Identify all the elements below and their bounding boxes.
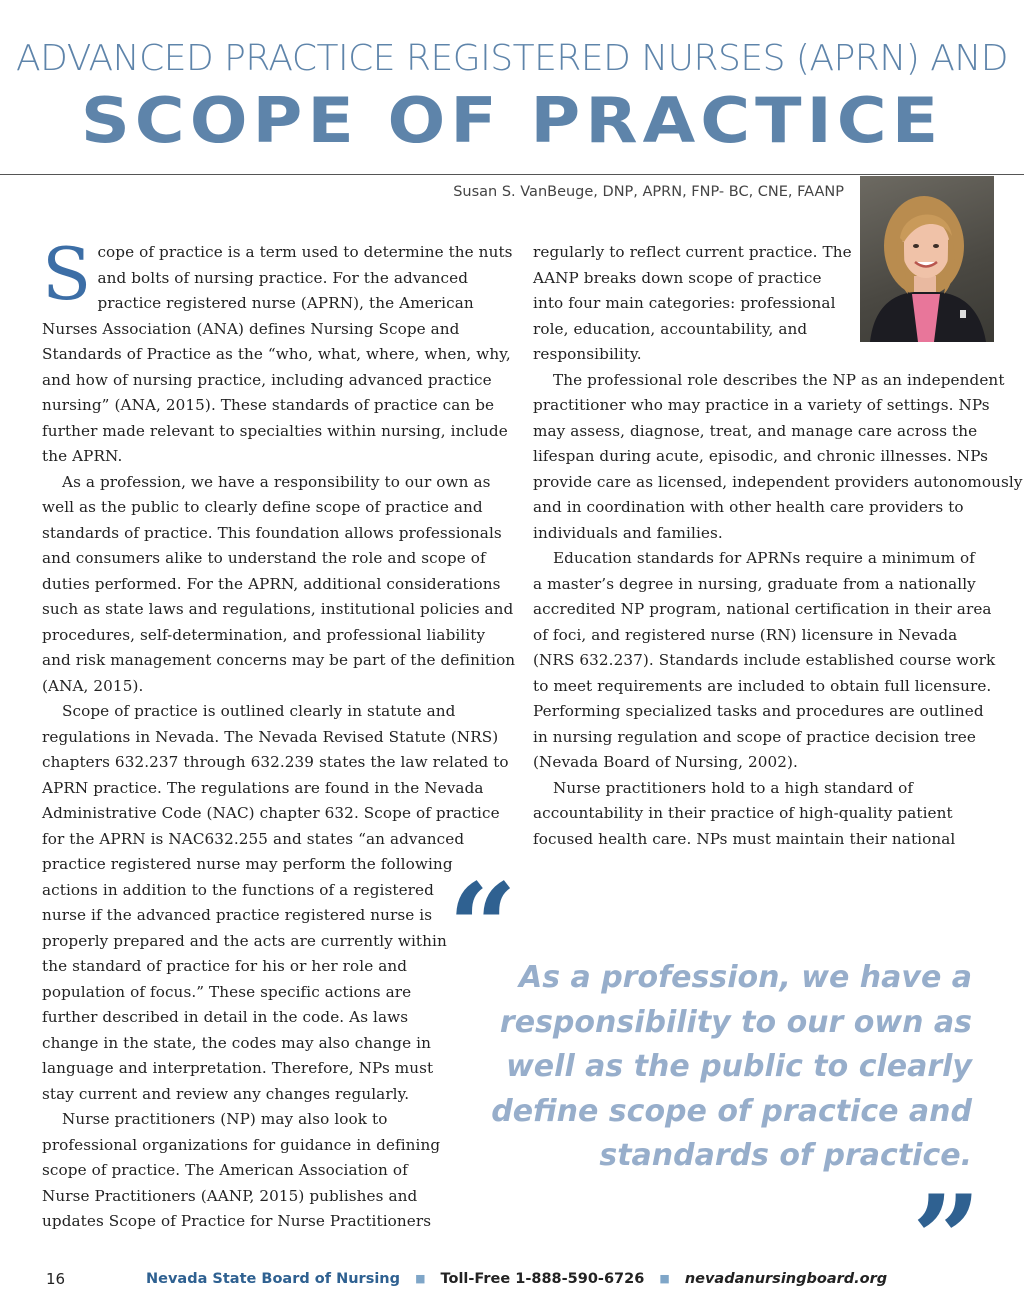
text-line: and in coordination with other health care providers to	[533, 498, 964, 516]
text-line: professional organizations for guidance in defining	[42, 1135, 441, 1154]
text-line: The professional role describes the NP as an independent	[553, 370, 1005, 389]
text-line: Nurse practitioners (NP) may also look to	[62, 1110, 388, 1128]
text-line: and risk management concerns may be part of the definition	[42, 651, 516, 669]
pull-quote-line: well as the public to clearly	[506, 1049, 972, 1085]
drop-cap: S	[42, 232, 92, 316]
text-line: (ANA, 2015).	[42, 676, 144, 695]
text-line: chapters 632.237 through 632.239 states the law related to	[42, 753, 509, 771]
footer-line	[146, 1271, 887, 1287]
author-byline: Susan S. VanBeuge, DNP, APRN, FNP- BC, CNE, FAANP	[453, 184, 844, 200]
open-quote-icon: “	[448, 857, 518, 998]
text-line: into four main categories: professional	[533, 294, 836, 312]
page-title: SCOPE OF PRACTICE	[80, 85, 944, 158]
article-column-left	[42, 232, 516, 1235]
text-line: Nurse practitioners hold to a high standard of	[553, 778, 914, 797]
text-line: practitioner who may practice in a variety of settings. NPs	[533, 396, 990, 414]
text-line: in nursing regulation and scope of practice decision tree	[533, 727, 976, 746]
text-line: change in the state, the codes may also change in	[42, 1033, 431, 1052]
pull-quote-line: define scope of practice and	[491, 1093, 972, 1129]
text-line: population of focus.” These specific actions are	[42, 982, 412, 1001]
text-line: duties performed. For the APRN, additional considerations	[42, 574, 501, 593]
text-line: and bolts of nursing practice. For the advanced	[97, 268, 469, 287]
text-line: language and interpretation. Therefore, NPs must	[42, 1059, 434, 1077]
text-line: to meet requirements are included to obtain full licensure.	[533, 676, 992, 695]
pull-quote-line: standards of practice.	[599, 1138, 972, 1174]
text-line: (NRS 632.237). Standards include established course work	[533, 651, 996, 669]
page-number: 16	[46, 1270, 66, 1288]
text-line: responsibility.	[533, 345, 642, 363]
square-separator-icon: ■	[415, 1272, 426, 1285]
text-line: Education standards for APRNs require a minimum of	[553, 549, 976, 567]
text-line: nursing” (ANA, 2015). These standards of practice can be	[42, 396, 495, 414]
text-line: role, education, accountability, and	[533, 319, 808, 338]
text-line: of foci, and registered nurse (RN) licensure in Nevada	[533, 625, 958, 644]
text-line: standards of practice. This foundation allows professionals	[42, 523, 502, 542]
text-line: updates Scope of Practice for Nurse Practitioners	[42, 1212, 432, 1230]
text-line: As a profession, we have a responsibility to our own as	[62, 472, 491, 491]
text-line: accountability in their practice of high-quality patient	[533, 804, 953, 822]
footer-url[interactable]: nevadanursingboard.org	[684, 1271, 888, 1287]
text-line: Administrative Code (NAC) chapter 632. Scope of practice	[42, 804, 500, 822]
text-line: the standard of practice for his or her role and	[42, 957, 408, 975]
footer-org: Nevada State Board of Nursing	[146, 1271, 400, 1287]
text-line: (Nevada Board of Nursing, 2002).	[533, 753, 798, 771]
text-line: stay current and review any changes regularly.	[42, 1084, 410, 1103]
article-column-right	[533, 240, 1023, 852]
title-line-1: ADVANCED PRACTICE REGISTERED NURSES (APRN) AND	[15, 38, 1009, 79]
text-line: APRN practice. The regulations are found in the Nevada	[42, 778, 484, 797]
text-line: further made relevant to specialties within nursing, include	[42, 421, 508, 440]
text-line: cope of practice is a term used to determine the nuts	[97, 243, 513, 261]
text-line: may assess, diagnose, treat, and manage care across the	[533, 421, 978, 440]
text-line: Standards of Practice as the “who, what, where, when, why,	[42, 345, 511, 363]
text-line: Nurses Association (ANA) defines Nursing Scope and	[42, 319, 460, 338]
text-line: procedures, self-determination, and professional liability	[42, 625, 486, 644]
text-line: regulations in Nevada. The Nevada Revised Statute (NRS)	[42, 727, 499, 746]
text-line: provide care as licensed, independent providers autonomously	[533, 472, 1023, 491]
text-line: Scope of practice is outlined clearly in statute and	[62, 702, 456, 720]
text-line: nurse if the advanced practice registered nurse is	[42, 906, 433, 924]
footer-phone: Toll-Free 1-888-590-6726	[440, 1271, 645, 1287]
text-line: focused health care. NPs must maintain their national	[533, 829, 956, 848]
text-line: well as the public to clearly define scope of practice and	[42, 498, 483, 516]
page-footer	[0, 1270, 1024, 1294]
text-line: the APRN.	[42, 447, 123, 465]
header-divider	[0, 174, 1024, 175]
pull-quote	[470, 956, 972, 1179]
text-line: further described in detail in the code. As laws	[42, 1008, 409, 1026]
text-line: practice registered nurse (APRN), the American	[97, 294, 474, 312]
text-line: and how of nursing practice, including advanced practice	[42, 370, 492, 389]
text-line: a master’s degree in nursing, graduate from a nationally	[533, 574, 976, 593]
text-line: AANP breaks down scope of practice	[533, 268, 822, 287]
text-line: regularly to reflect current practice. The	[533, 243, 852, 261]
text-line: scope of practice. The American Association of	[42, 1161, 408, 1179]
text-line: accredited NP program, national certification in their area	[533, 600, 992, 618]
text-line: practice registered nurse may perform the following	[42, 855, 453, 873]
text-line: individuals and families.	[533, 523, 723, 542]
text-line: such as state laws and regulations, institutional policies and	[42, 600, 514, 618]
text-line: Performing specialized tasks and procedures are outlined	[533, 702, 984, 720]
text-line: actions in addition to the functions of a registered	[42, 880, 434, 899]
close-quote-icon: ”	[912, 1169, 982, 1310]
square-separator-icon: ■	[659, 1272, 670, 1285]
pull-quote-line: responsibility to our own as	[499, 1004, 972, 1040]
text-line: Nurse Practitioners (AANP, 2015) publishes and	[42, 1186, 418, 1205]
text-line: properly prepared and the acts are currently within	[42, 931, 447, 950]
text-line: lifespan during acute, episodic, and chronic illnesses. NPs	[533, 447, 988, 465]
text-line: for the APRN is NAC632.255 and states “an advanced	[42, 829, 465, 848]
text-line: and consumers alike to understand the role and scope of	[42, 549, 486, 567]
pull-quote-line: As a profession, we have a	[519, 960, 972, 995]
